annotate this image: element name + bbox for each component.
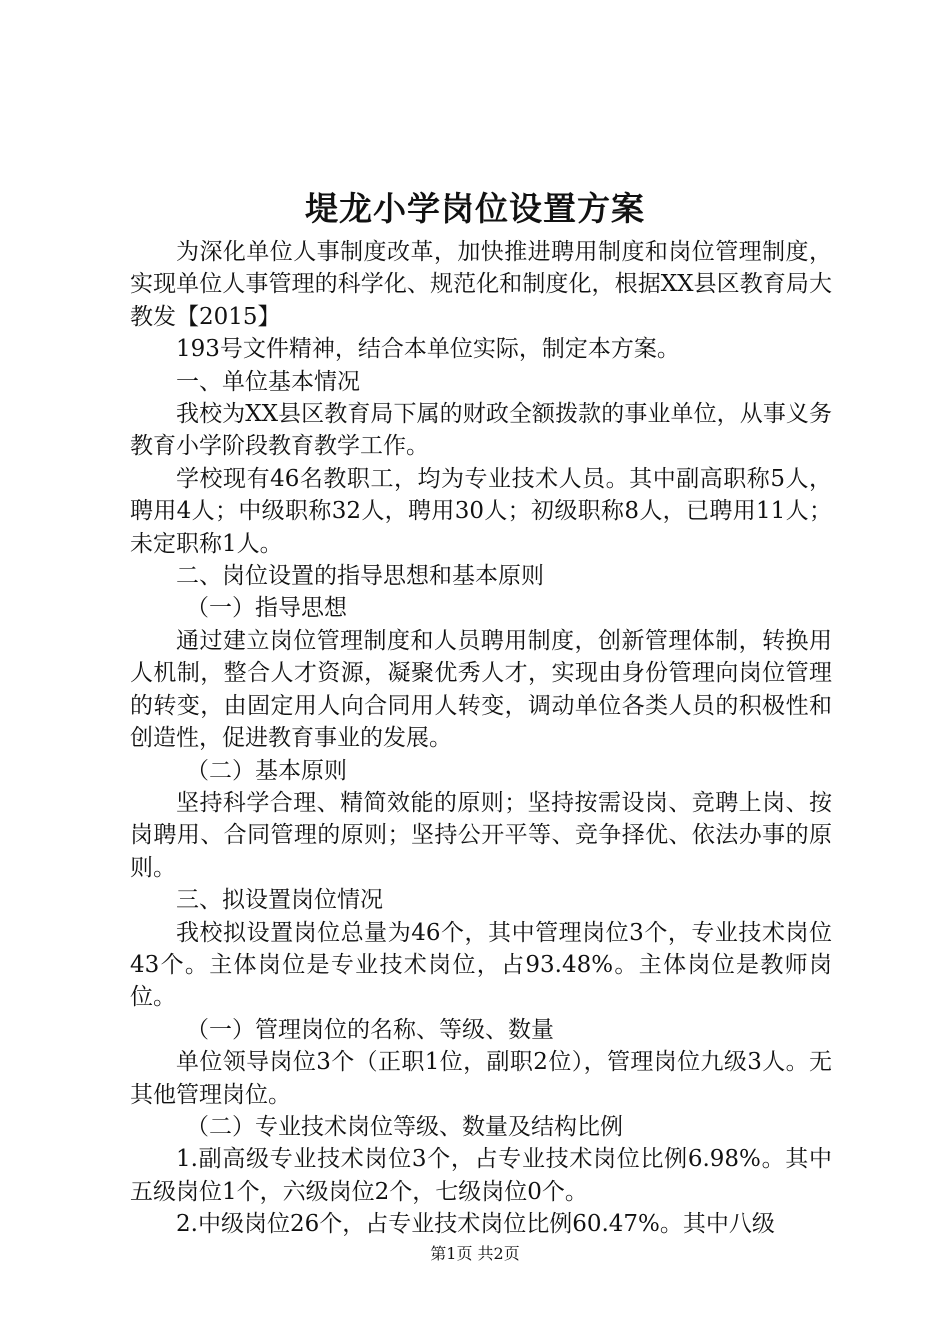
subsection-heading: （一）管理岗位的名称、等级、数量: [186, 1016, 554, 1043]
paragraph: 我校拟设置岗位总量为46个，其中管理岗位3个，专业技术岗位43个。主体岗位是专业技术岗位，占93.48%。主体岗位是教师岗位。: [130, 919, 832, 1011]
document-title: 堤龙小学岗位设置方案: [305, 189, 645, 228]
paragraph: 我校为XX县区教育局下属的财政全额拨款的事业单位，从事义务教育小学阶段教育教学工作。: [130, 401, 832, 460]
paragraph: 学校现有46名教职工，均为专业技术人员。其中副高职称5人，聘用4人；中级职称32人，聘用30人；初级职称8人，已聘用11人；未定职称1人。: [130, 465, 832, 557]
paragraph: 193号文件精神，结合本单位实际，制定本方案。: [176, 336, 680, 363]
paragraph: 为深化单位人事制度改革，加快推进聘用制度和岗位管理制度，实现单位人事管理的科学化、规范化和制度化，根据XX县区教育局大教发【2015】: [130, 239, 832, 330]
section-heading: 三、拟设置岗位情况: [176, 887, 383, 914]
document-body: [130, 236, 832, 1241]
paragraph: 通过建立岗位管理制度和人员聘用制度，创新管理体制，转换用人机制，整合人才资源，凝聚优秀人才，实现由身份管理向岗位管理的转变，由固定用人向合同用人转变，调动单位各类人员的积极性和创造性，促进教育事业的发展。: [130, 627, 832, 752]
page-footer: [0, 1243, 950, 1265]
paragraph: 2.中级岗位26个，占专业技术岗位比例60.47%。其中八级: [176, 1211, 775, 1238]
subsection-heading: （二）专业技术岗位等级、数量及结构比例: [186, 1113, 623, 1140]
subsection-heading: （二）基本原则: [186, 757, 347, 784]
paragraph: 单位领导岗位3个（正职1位，副职2位），管理岗位九级3人。无其他管理岗位。: [130, 1049, 832, 1108]
subsection-heading: （一）指导思想: [186, 595, 347, 622]
paragraph: 1.副高级专业技术岗位3个，占专业技术岗位比例6.98%。其中五级岗位1个，六级岗位2个，七级岗位0个。: [130, 1146, 832, 1205]
page-number-label: 第1页 共2页: [430, 1244, 520, 1263]
section-heading: 一、单位基本情况: [176, 368, 360, 395]
section-heading: 二、岗位设置的指导思想和基本原则: [176, 563, 544, 590]
paragraph: 坚持科学合理、精简效能的原则；坚持按需设岗、竞聘上岗、按岗聘用、合同管理的原则；坚持公开平等、竞争择优、依法办事的原则。: [130, 789, 832, 881]
